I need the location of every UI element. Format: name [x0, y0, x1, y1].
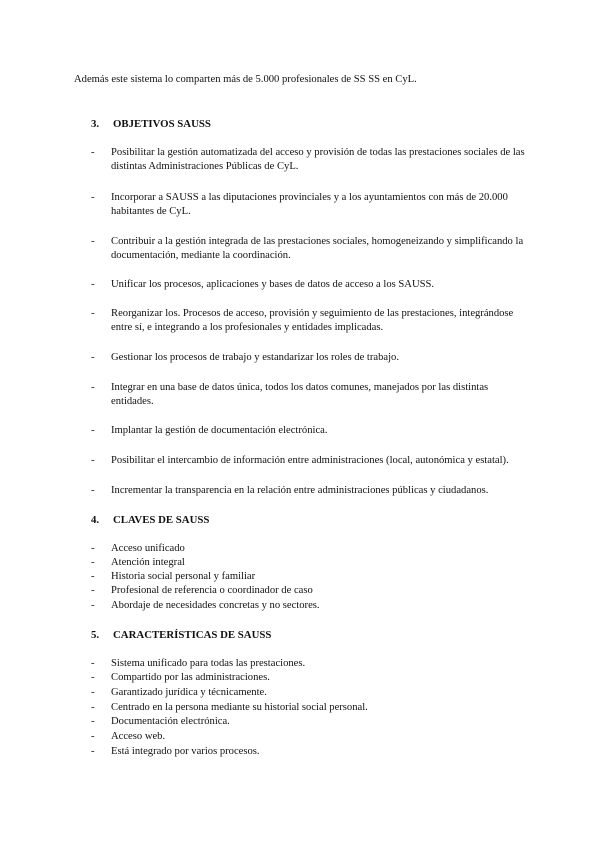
bullet-dash: -: [91, 571, 95, 582]
list-item-text: Abordaje de necesidades concretas y no sectores.: [111, 600, 320, 611]
list-item: [91, 424, 531, 438]
bullet-dash: -: [91, 236, 95, 247]
list-item: [91, 745, 531, 759]
section-heading-objetivos: [91, 117, 211, 131]
bullet-dash: -: [91, 279, 95, 290]
list-item-text: Integrar en una base de datos única, todos los datos comunes, manejados por las distintas entidades.: [111, 382, 489, 407]
list-item-text: Acceso web.: [111, 731, 166, 742]
list-item-text: Historia social personal y familiar: [111, 571, 256, 582]
list-item: [91, 191, 531, 219]
section-number: 5.: [91, 629, 100, 641]
bullet-dash: -: [91, 147, 95, 158]
bullet-dash: -: [91, 543, 95, 554]
section-number: 4.: [91, 514, 100, 526]
bullet-dash: -: [91, 702, 95, 713]
bullet-dash: -: [91, 672, 95, 683]
list-item-text: Está integrado por varios procesos.: [111, 746, 260, 757]
list-item-text: Posibilitar la gestión automatizada del acceso y provisión de todas las prestaciones sociales de las distintas Administraciones Públicas de CyL.: [111, 147, 525, 172]
list-item: [91, 278, 531, 292]
list-item-text: Profesional de referencia o coordinador de caso: [111, 585, 313, 596]
list-item: [91, 701, 531, 715]
bullet-dash: -: [91, 192, 95, 203]
bullet-dash: -: [91, 352, 95, 363]
section-title: OBJETIVOS SAUSS: [113, 118, 211, 130]
list-item-text: Gestionar los procesos de trabajo y estandarizar los roles de trabajo.: [111, 352, 399, 363]
list-item: [91, 657, 531, 671]
bullet-dash: -: [91, 658, 95, 669]
list-item: [91, 351, 531, 365]
bullet-dash: -: [91, 731, 95, 742]
list-item-text: Incorporar a SAUSS a las diputaciones provinciales y a los ayuntamientos con más de 20.000 habitantes de CyL.: [111, 192, 508, 217]
section-title: CLAVES DE SAUSS: [113, 514, 210, 526]
bullet-dash: -: [91, 600, 95, 611]
bullet-dash: -: [91, 557, 95, 568]
list-item: [91, 570, 531, 584]
list-item-text: Centrado en la persona mediante su historial social personal.: [111, 702, 368, 713]
list-item: [91, 146, 531, 174]
bullet-dash: -: [91, 485, 95, 496]
list-item: [91, 730, 531, 744]
section-heading-claves: [91, 513, 209, 527]
list-item-text: Garantizado jurídica y técnicamente.: [111, 687, 267, 698]
list-item-text: Documentación electrónica.: [111, 716, 230, 727]
list-item-text: Incrementar la transparencia en la relación entre administraciones públicas y ciudadanos.: [111, 485, 489, 496]
list-item: [91, 381, 531, 409]
list-item: [91, 235, 531, 263]
section-heading-caracteristicas: [91, 628, 271, 642]
list-item: [91, 542, 531, 556]
list-item: [91, 307, 531, 335]
list-item-text: Unificar los procesos, aplicaciones y bases de datos de acceso a los SAUSS.: [111, 279, 435, 290]
list-item: [91, 584, 531, 598]
list-item-text: Posibilitar el intercambio de información entre administraciones (local, autonómica y estatal).: [111, 455, 509, 466]
list-item: [91, 454, 531, 468]
list-item-text: Implantar la gestión de documentación electrónica.: [111, 425, 328, 436]
list-item-text: Compartido por las administraciones.: [111, 672, 270, 683]
list-item: [91, 671, 531, 685]
bullet-dash: -: [91, 455, 95, 466]
list-item: [91, 556, 531, 570]
list-item: [91, 686, 531, 700]
bullet-dash: -: [91, 746, 95, 757]
bullet-dash: -: [91, 716, 95, 727]
bullet-dash: -: [91, 425, 95, 436]
bullet-dash: -: [91, 585, 95, 596]
section-number: 3.: [91, 118, 100, 130]
intro-paragraph: Además este sistema lo comparten más de 5.000 profesionales de SS SS en CyL.: [74, 74, 417, 85]
list-item: [91, 484, 531, 498]
list-item: [91, 599, 531, 613]
bullet-dash: -: [91, 382, 95, 393]
list-item-text: Sistema unificado para todas las prestaciones.: [111, 658, 306, 669]
list-item-text: Acceso unificado: [111, 543, 185, 554]
bullet-dash: -: [91, 687, 95, 698]
list-item-text: Contribuir a la gestión integrada de las prestaciones sociales, homogeneizando y simplificando la documentación, mediante la coordinación.: [111, 236, 524, 261]
bullet-dash: -: [91, 308, 95, 319]
list-item-text: Atención integral: [111, 557, 185, 568]
list-item: [91, 715, 531, 729]
section-title: CARACTERÍSTICAS DE SAUSS: [113, 629, 272, 641]
list-item-text: Reorganizar los. Procesos de acceso, provisión y seguimiento de las prestaciones, integrándose entre sí, e integrando a los profesionales y entidades implicadas.: [111, 308, 514, 333]
